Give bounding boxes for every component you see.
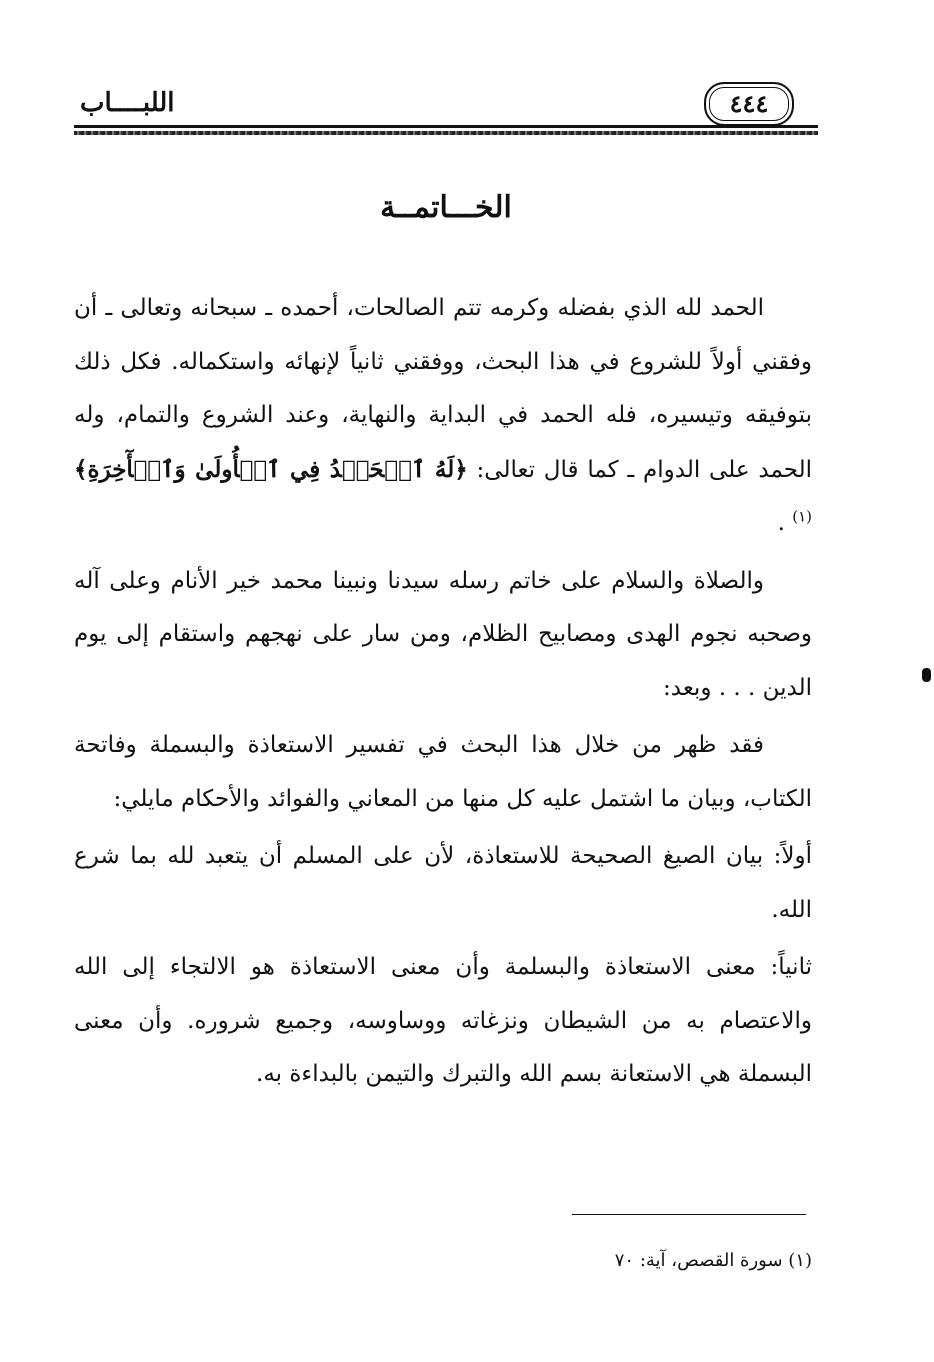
footnote-reference: (١) bbox=[792, 507, 812, 526]
paragraph-salutation: والصلاة والسلام على خاتم رسله سيدنا ونبينا محمد خير الأنام وعلى آله وصحبه نجوم الهدى ومصابيح الظلام، ومن سار على نهجهم واستقام إلى يوم الدين . . . وبعد: bbox=[74, 567, 812, 701]
paragraph-point-second: ثانياً: معنى الاستعاذة والبسلمة وأن معنى الاستعاذة هو الالتجاء إلى الله والاعتصام به من الشيطان ونزغاته ووساوسه، وجميع شروره. وأن معنى البسملة هي الاستعانة بسم الله والتبرك والتيمن بالبداءة به. bbox=[74, 954, 812, 1087]
running-head: اللبــــاب bbox=[80, 88, 175, 118]
margin-mark bbox=[922, 668, 931, 682]
footnote: (١) سورة القصص، آية: ٧٠ bbox=[614, 1250, 812, 1271]
quran-verse: ﴿لَهُ ٱلۡحَمۡدُ فِي ٱلۡأُولَىٰ وَٱلۡأٓخِرَةِ﴾ bbox=[74, 455, 468, 483]
header-rule bbox=[74, 125, 818, 128]
paragraph-point-first: أولاً: بيان الصيغ الصحيحة للاستعاذة، لأن على المسلم أن يتعبد لله بما شرع الله. bbox=[74, 843, 812, 923]
footnote-rule bbox=[572, 1214, 806, 1215]
paragraph-opening-end: . bbox=[777, 510, 785, 536]
paragraph-findings-intro: فقد ظهر من خلال هذا البحث في تفسير الاستعاذة والبسملة وفاتحة الكتاب، وبيان ما اشتمل عليه كل منها من المعاني والفوائد والأحكام مايلي: bbox=[74, 732, 812, 812]
header-rule-decorative bbox=[74, 131, 818, 135]
paragraph-opening bbox=[74, 282, 812, 551]
page-number: ٤٤٤ bbox=[704, 82, 794, 126]
paragraph-opening-text: الحمد لله الذي بفضله وكرمه تتم الصالحات، أحمده ـ سبحانه وتعالى ـ أن وفقني أولاً للشروع في هذا البحث، ووفقني ثانياً لإنهائه واستكماله. فكل ذلك بتوفيقه وتيسيره، فله الحمد في البداية والنهاية، وعند الشروع والتمام، وله الحمد على الدوام ـ كما قال تعالى: bbox=[74, 295, 813, 483]
body-text bbox=[74, 282, 812, 1102]
chapter-title: الخـــاتمــة bbox=[380, 190, 512, 225]
